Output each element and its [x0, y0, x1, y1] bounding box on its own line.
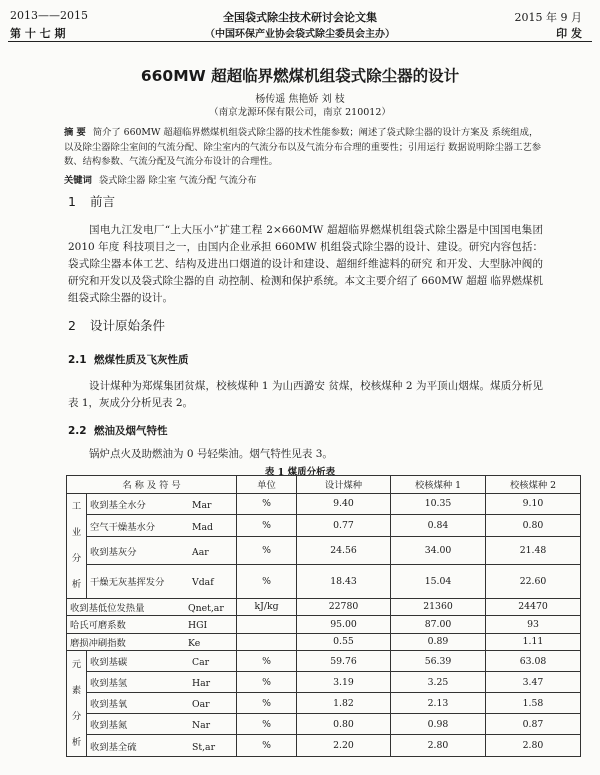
unit-cell: %	[237, 651, 297, 672]
group-label-ultimate: 元 素 分 析	[67, 651, 87, 757]
unit-cell: %	[237, 735, 297, 757]
param-name: 收到基全水分	[90, 499, 146, 511]
unit-cell	[237, 633, 297, 651]
coal-analysis-table	[66, 475, 581, 757]
table-row	[67, 598, 581, 616]
value-cell: 24.56	[297, 537, 391, 565]
table-header-row	[67, 476, 581, 494]
table-row	[67, 735, 581, 757]
table-row	[67, 537, 581, 565]
section-title: 设计原始条件	[90, 318, 166, 333]
param-symbol: Mar	[192, 499, 212, 511]
value-cell: 10.35	[391, 493, 486, 515]
unit-cell: %	[237, 672, 297, 693]
value-cell: 21.48	[486, 537, 581, 565]
col-header-design-coal: 设计煤种	[297, 476, 391, 494]
value-cell: 93	[486, 616, 581, 634]
param-symbol: Ke	[188, 637, 201, 649]
param-cell	[87, 651, 237, 672]
value-cell: 0.89	[391, 633, 486, 651]
value-cell: 0.80	[297, 714, 391, 735]
keywords-label: 关键词	[64, 175, 92, 186]
table-row	[67, 493, 581, 515]
section-number: 1	[68, 194, 76, 209]
param-symbol: Mad	[192, 521, 214, 533]
header-year-range: 2013——2015	[10, 9, 88, 22]
header-proceedings-title: 全国袋式除尘技术研讨会论文集	[223, 11, 377, 24]
value-cell: 9.40	[297, 493, 391, 515]
param-symbol: Oar	[192, 699, 210, 710]
param-symbol: Vdaf	[192, 577, 214, 589]
section-title: 前言	[90, 194, 116, 209]
param-cell	[67, 633, 237, 651]
param-symbol: Har	[192, 678, 211, 689]
subsection-2-1-heading	[68, 352, 189, 367]
subsection-title: 燃油及烟气特性	[94, 425, 168, 437]
value-cell: 63.08	[486, 651, 581, 672]
value-cell: 0.55	[297, 633, 391, 651]
value-cell: 56.39	[391, 651, 486, 672]
paper-authors: 杨传遥 焦艳娇 刘 枝	[255, 94, 345, 105]
abstract-text: 简介了 660MW 超超临界燃煤机组袋式除尘器的技术性能参数；阐述了袋式除尘器的设计方案及 系统组成，以及除尘器除尘室间的气流分配、除尘室内的气流分布以及气流分布合理的重要性；引用运行 数据说明除尘器工艺参数、结构参数、气流分配及气流分布设计的合理性。	[64, 127, 542, 167]
param-name: 收到基低位发热量	[70, 602, 145, 614]
param-cell	[87, 493, 237, 515]
unit-cell: %	[237, 493, 297, 515]
table-row	[67, 714, 581, 735]
param-name: 收到基氢	[90, 678, 128, 689]
value-cell: 1.82	[297, 693, 391, 714]
value-cell: 0.87	[486, 714, 581, 735]
value-cell: 22780	[297, 598, 391, 616]
value-cell: 3.19	[297, 672, 391, 693]
value-cell: 3.47	[486, 672, 581, 693]
section-2-heading	[68, 316, 165, 334]
unit-cell: kJ/kg	[237, 598, 297, 616]
value-cell: 24470	[486, 598, 581, 616]
param-symbol: Qnet,ar	[188, 602, 224, 614]
param-cell	[67, 598, 237, 616]
section-number: 2	[68, 318, 76, 333]
value-cell: 59.76	[297, 651, 391, 672]
value-cell: 1.58	[486, 693, 581, 714]
value-cell: 95.00	[297, 616, 391, 634]
param-symbol: Nar	[192, 720, 211, 731]
param-cell	[87, 672, 237, 693]
subsection-number: 2.1	[68, 354, 87, 366]
param-symbol: St,ar	[192, 741, 216, 753]
unit-cell: %	[237, 537, 297, 565]
param-cell	[87, 515, 237, 537]
unit-cell: %	[237, 564, 297, 598]
section-1-paragraph: 国电九江发电厂“上大压小”扩建工程 2×660MW 超超临界燃煤机组袋式除尘器是中国国电集团 2010 年度 科技项目之一，由国内企业承担 660MW 机组袋式除尘器的设计、建设。研究内容包括：袋式除尘器本体工艺、结构及进出口烟道的设计和建设、超细纤维滤料的研究 和开发、大型脉冲阀的研究和开发以及袋式除尘器的自 动控制、检测和保护系统。本文主要介绍了 660MW 超超 临界燃煤机组袋式除尘器的设计。	[68, 224, 543, 304]
keywords	[64, 172, 544, 186]
param-cell	[87, 735, 237, 757]
value-cell: 3.25	[391, 672, 486, 693]
header-issue: 第 十 七 期	[10, 27, 66, 40]
table-row	[67, 651, 581, 672]
param-cell	[87, 537, 237, 565]
value-cell: 9.10	[486, 493, 581, 515]
param-name: 收到基氮	[90, 720, 128, 731]
paper-title: 660MW 超超临界燃煤机组袋式除尘器的设计	[140, 67, 460, 85]
value-cell: 0.98	[391, 714, 486, 735]
table-row	[67, 564, 581, 598]
param-cell	[87, 693, 237, 714]
col-header-check-coal-1: 校核煤种 1	[391, 476, 486, 494]
param-name: 磨损冲刷指数	[70, 637, 126, 649]
table-row	[67, 515, 581, 537]
value-cell: 2.80	[391, 735, 486, 757]
unit-cell	[237, 616, 297, 634]
group-label-proximate: 工 业 分 析	[67, 493, 87, 598]
col-header-unit: 单位	[237, 476, 297, 494]
subsection-2-1-paragraph: 设计煤种为郑煤集团贫煤，校核煤种 1 为山西潞安 贫煤，校核煤种 2 为平顶山烟煤。煤质分析见表 1，灰成分分析见表 2。	[68, 380, 543, 409]
value-cell: 2.13	[391, 693, 486, 714]
abstract-label: 摘 要	[64, 127, 86, 138]
param-symbol: Aar	[192, 546, 209, 558]
param-name: 空气干燥基水分	[90, 521, 156, 533]
value-cell: 1.11	[486, 633, 581, 651]
value-cell: 0.77	[297, 515, 391, 537]
param-cell	[87, 714, 237, 735]
value-cell: 2.20	[297, 735, 391, 757]
subsection-title: 燃煤性质及飞灰性质	[94, 354, 189, 366]
param-name: 收到基氧	[90, 699, 128, 710]
param-name: 收到基全硫	[90, 741, 137, 753]
value-cell: 22.60	[486, 564, 581, 598]
value-cell: 18.43	[297, 564, 391, 598]
param-symbol: Car	[192, 657, 210, 668]
table-row	[67, 616, 581, 634]
table-row	[67, 693, 581, 714]
table-row	[67, 633, 581, 651]
param-cell	[87, 564, 237, 598]
keywords-text: 袋式除尘器 除尘室 气流分配 气流分布	[98, 175, 257, 186]
param-name: 哈氏可磨系数	[70, 620, 126, 632]
header-print: 印 发	[556, 27, 582, 40]
abstract	[64, 126, 544, 170]
table-1-caption: 表 1 煤质分析表	[264, 467, 336, 478]
unit-cell: %	[237, 714, 297, 735]
subsection-2-2-paragraph: 锅炉点火及助燃油为 0 号轻柴油。烟气特性见表 3。	[89, 448, 333, 460]
col-header-name: 名 称 及 符 号	[67, 476, 237, 494]
param-name: 收到基碳	[90, 657, 128, 668]
header-divider	[8, 41, 592, 42]
unit-cell: %	[237, 693, 297, 714]
value-cell: 0.84	[391, 515, 486, 537]
header-date: 2015 年 9 月	[514, 11, 582, 24]
value-cell: 15.04	[391, 564, 486, 598]
param-symbol: HGI	[188, 620, 208, 632]
value-cell: 34.00	[391, 537, 486, 565]
unit-cell: %	[237, 515, 297, 537]
subsection-number: 2.2	[68, 425, 87, 437]
value-cell: 21360	[391, 598, 486, 616]
value-cell: 87.00	[391, 616, 486, 634]
value-cell: 0.80	[486, 515, 581, 537]
param-cell	[67, 616, 237, 634]
subsection-2-2-heading	[68, 423, 168, 438]
param-name: 干燥无灰基挥发分	[90, 577, 165, 589]
col-header-check-coal-2: 校核煤种 2	[486, 476, 581, 494]
header-organizer: （中国环保产业协会袋式除尘委员会主办）	[205, 29, 395, 40]
section-1-heading	[68, 192, 115, 210]
paper-affiliation: （南京龙源环保有限公司，南京 210012）	[209, 107, 391, 118]
table-row	[67, 672, 581, 693]
value-cell: 2.80	[486, 735, 581, 757]
param-name: 收到基灰分	[90, 546, 137, 558]
